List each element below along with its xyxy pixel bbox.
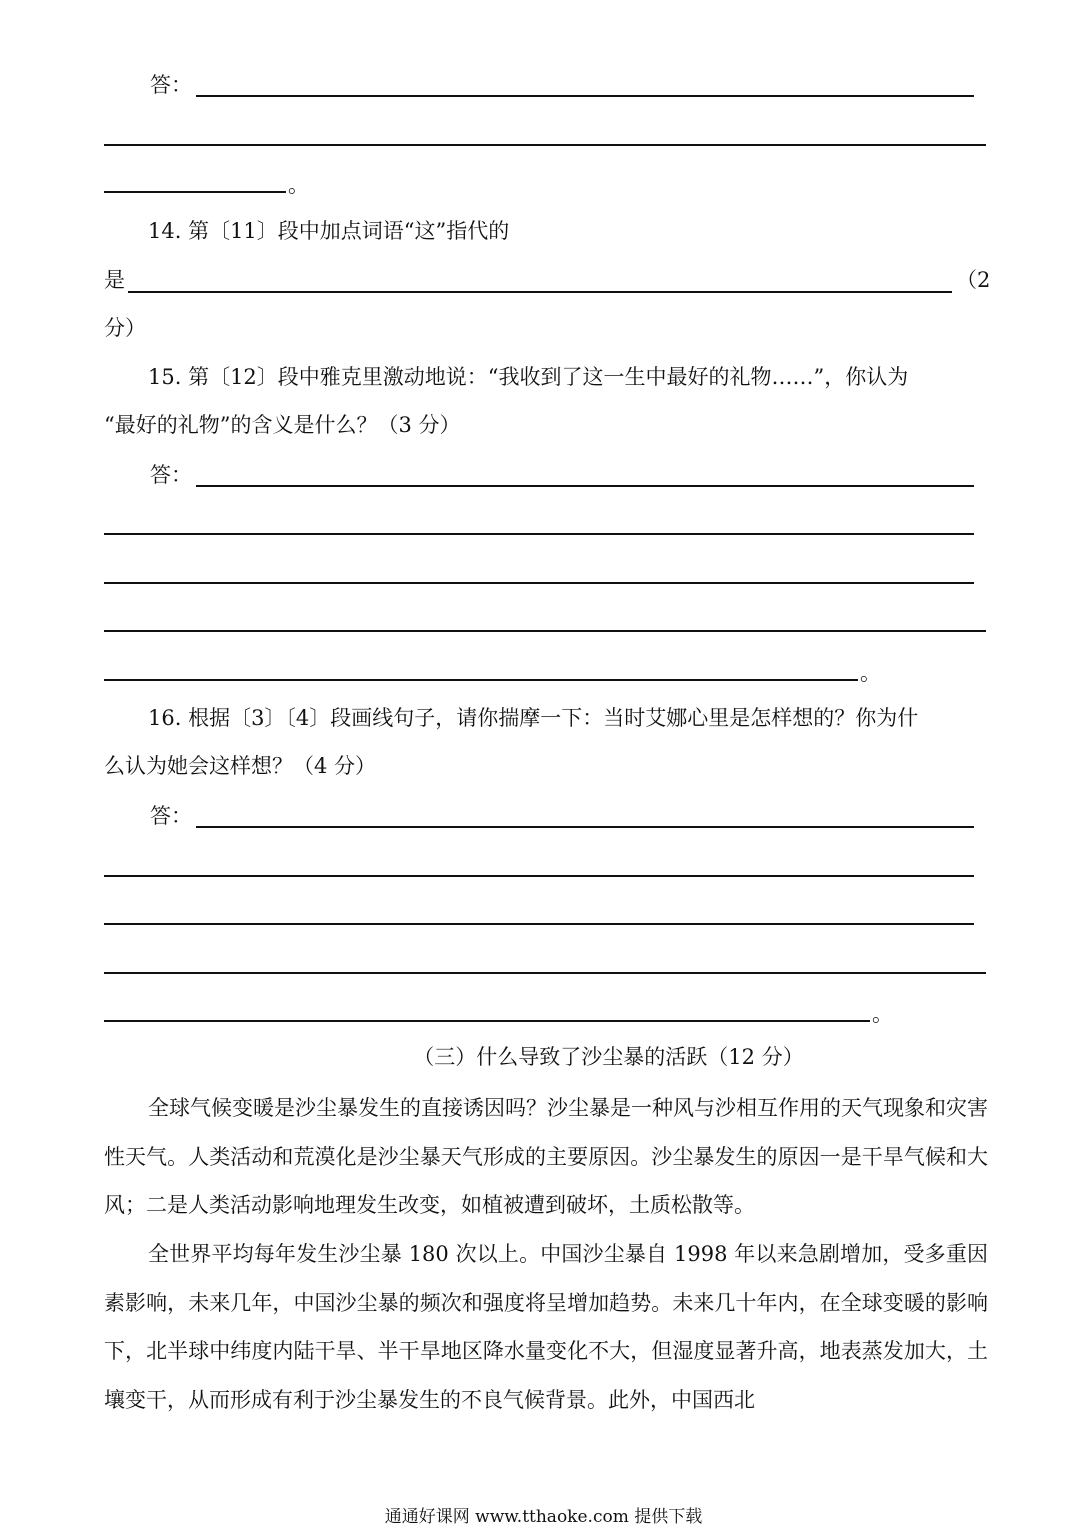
answer-label: 答： [150, 804, 192, 828]
answer-line[interactable] [196, 826, 974, 828]
answer-line[interactable] [104, 582, 974, 584]
answer-period: 。 [288, 173, 309, 197]
answer-period: 。 [860, 661, 881, 685]
answer-line[interactable] [104, 923, 974, 925]
question-16-text-cont: 么认为她会这样想？（4 分） [104, 754, 377, 778]
question-16-text: 16. 根据〔3〕〔4〕段画线句子，请你揣摩一下：当时艾娜心里是怎样想的？你为什 [148, 706, 919, 730]
question-15-text: 15. 第〔12〕段中雅克里激动地说：“我收到了这一生中最好的礼物……”，你认为 [148, 365, 909, 389]
passage-paragraph: 全球气候变暖是沙尘暴发生的直接诱因吗？沙尘暴是一种风与沙相互作用的天气现象和灾害性天气。人类活动和荒漠化是沙尘暴天气形成的主要原因。沙尘暴发生的原因一是干旱气候和大风；二是人类活动影响地理发生改变，如植被遭到破坏，土质松散等。 [104, 1096, 988, 1217]
answer-line[interactable] [104, 1020, 870, 1022]
answer-line[interactable] [104, 533, 974, 535]
passage-paragraph: 全世界平均每年发生沙尘暴 180 次以上。中国沙尘暴自 1998 年以来急剧增加，受多重因素影响，未来几年，中国沙尘暴的频次和强度将呈增加趋势。未来几十年内，在全球变暖的影响下，北半球中纬度内陆干旱、半干旱地区降水量变化不大，但湿度显著升高，地表蒸发加大，土壤变干，从而形成有利于沙尘暴发生的不良气候背景。此外，中国西北 [104, 1242, 988, 1412]
answer-line[interactable] [128, 291, 952, 293]
section-title: （三）什么导致了沙尘暴的活跃（12 分） [413, 1045, 804, 1069]
answer-line[interactable] [104, 875, 974, 877]
answer-line[interactable] [104, 630, 986, 632]
question-14-text: 14. 第〔11〕段中加点词语“这”指代的 [148, 219, 510, 243]
answer-line[interactable] [196, 485, 974, 487]
answer-line[interactable] [104, 191, 286, 193]
answer-line[interactable] [104, 679, 858, 681]
question-14-score: （2 [956, 268, 991, 292]
page-footer: 通通好课网 www.tthaoke.com 提供下载 [384, 1507, 703, 1527]
question-14-prefix: 是 [104, 268, 125, 292]
question-15-text-cont: “最好的礼物”的含义是什么？（3 分） [104, 413, 461, 437]
answer-line[interactable] [104, 972, 986, 974]
answer-label: 答： [150, 463, 192, 487]
answer-period: 。 [872, 1002, 893, 1026]
answer-line[interactable] [104, 144, 986, 146]
answer-line[interactable] [196, 95, 974, 97]
question-14-score-end: 分） [104, 316, 146, 340]
answer-label: 答： [150, 73, 192, 97]
